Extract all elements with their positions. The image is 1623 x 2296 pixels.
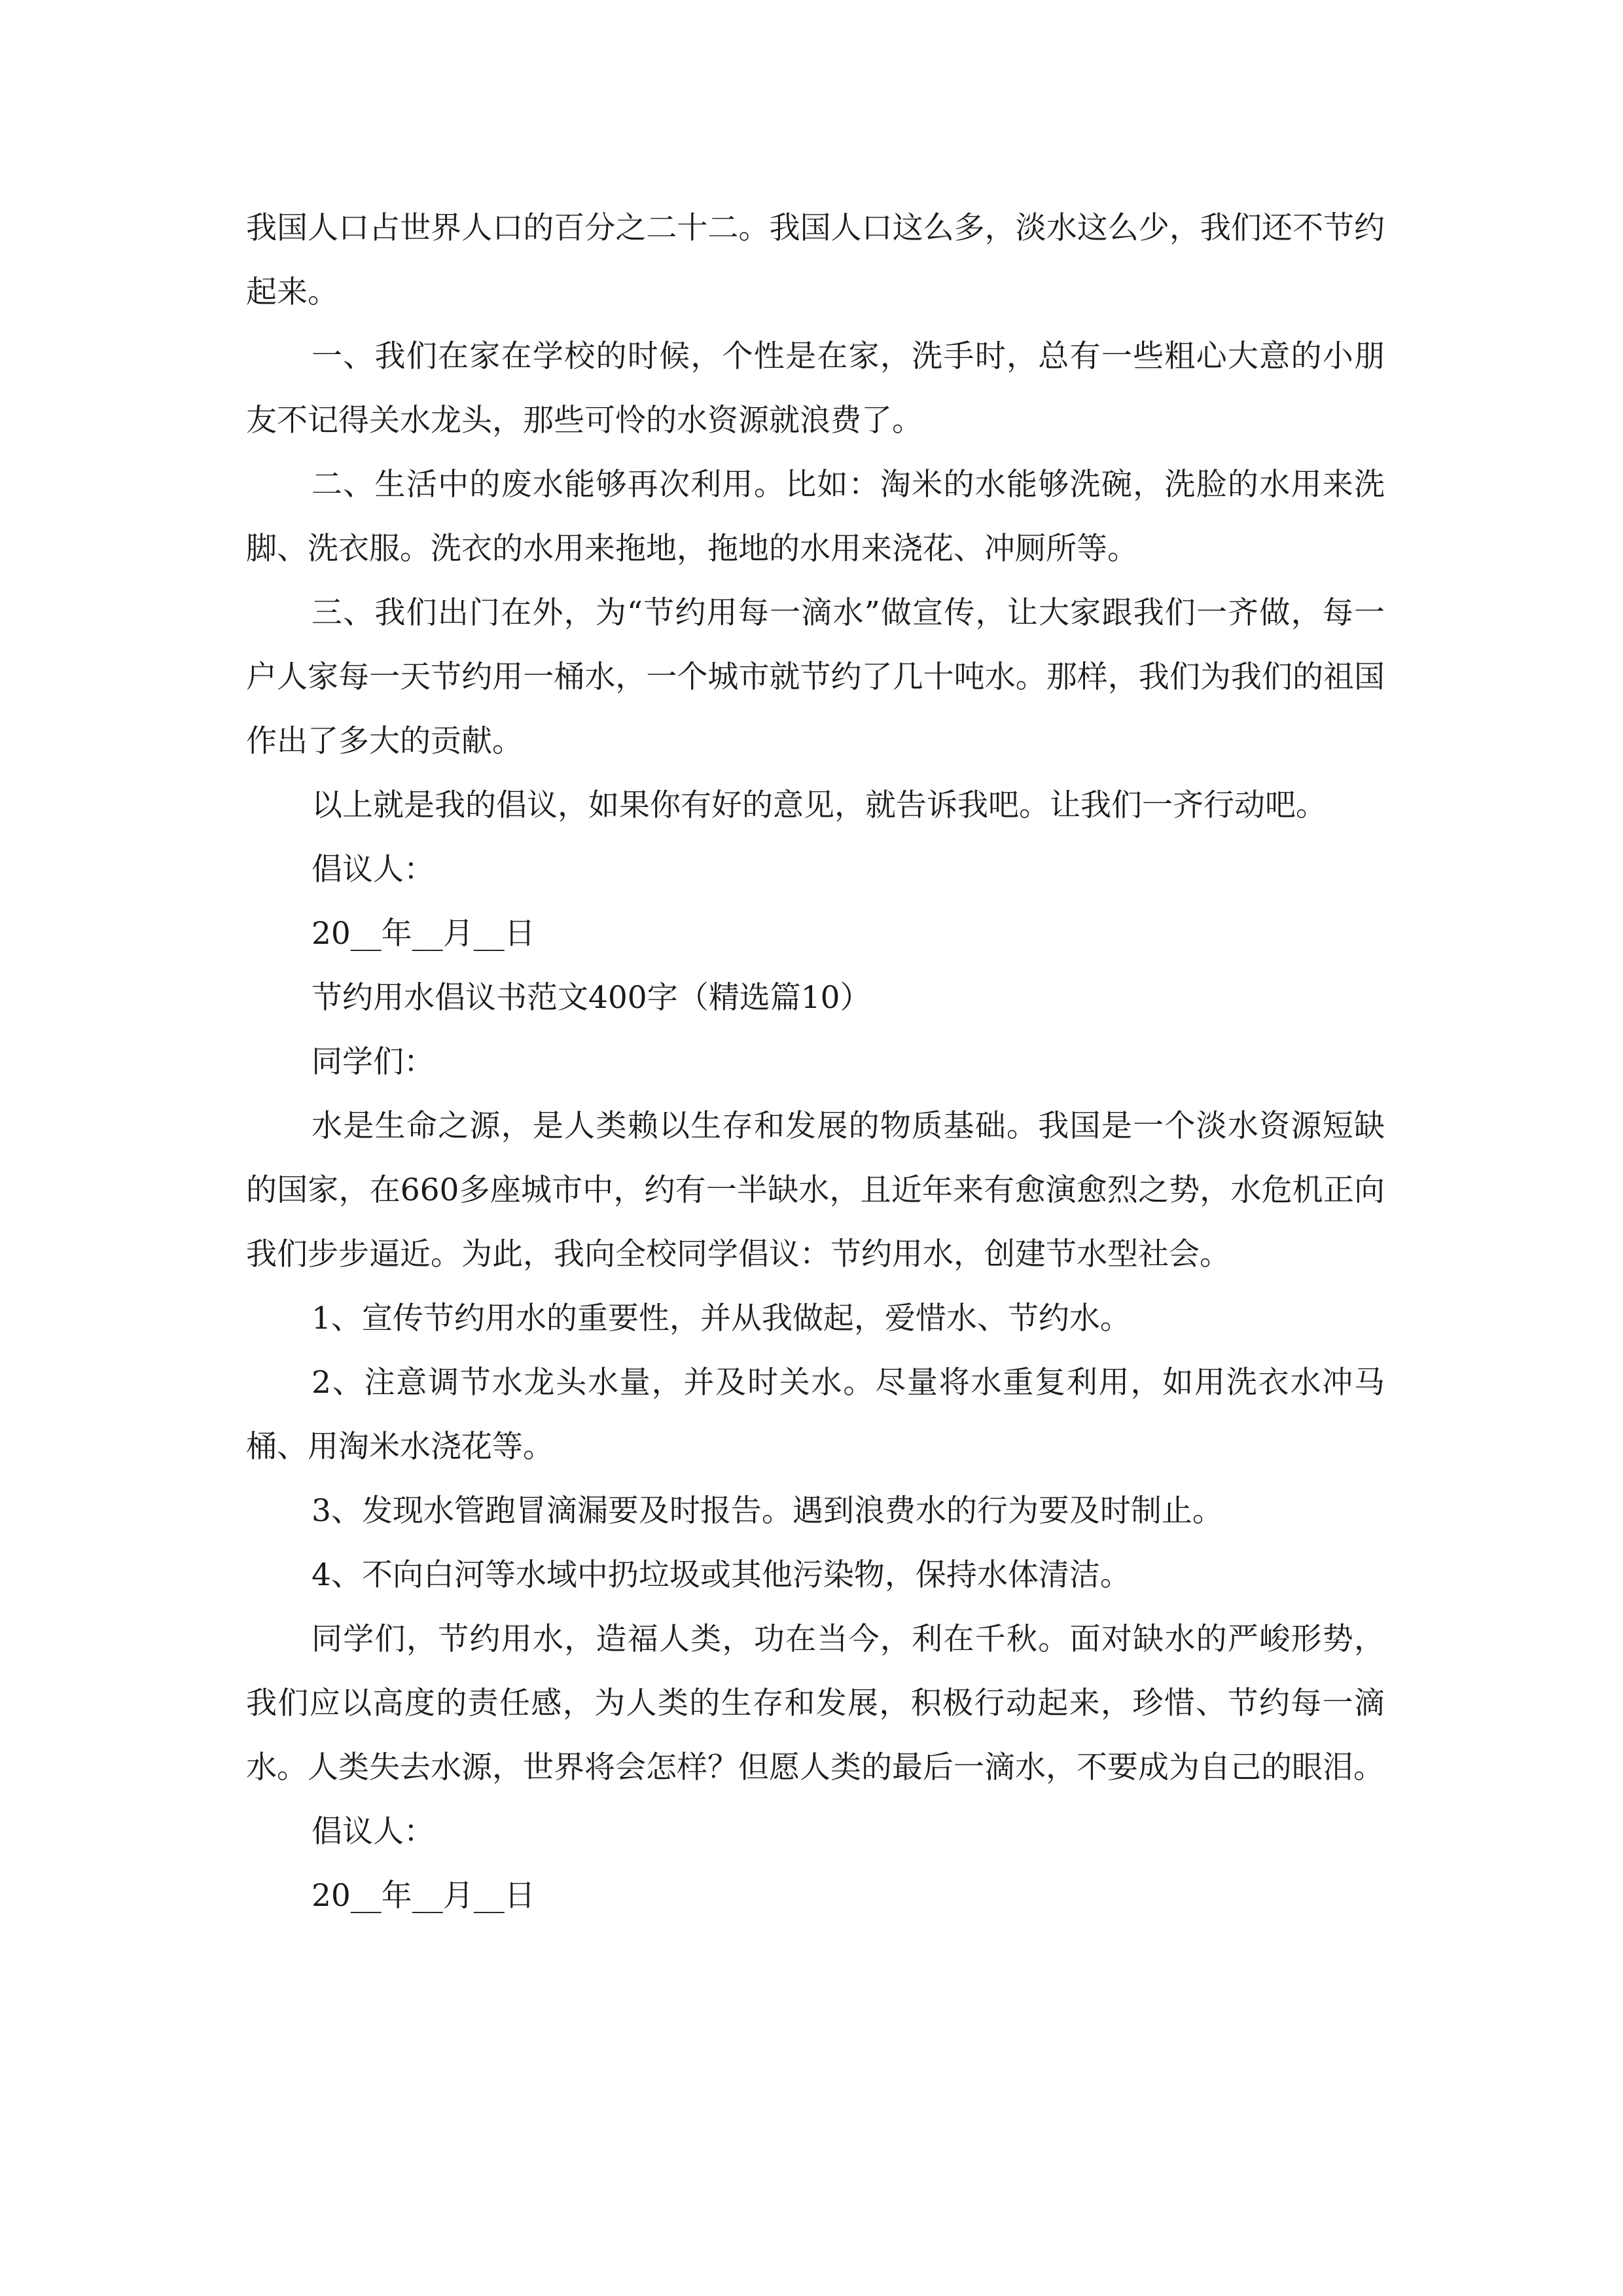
list-item-4: 4、不向白河等水域中扔垃圾或其他污染物，保持水体清洁。 [312,1557,1131,1593]
paragraph-intro: 水是生命之源，是人类赖以生存和发展的物质基础。我国是一个淡水资源短缺的国家，在660多座城市中，约有一半缺水，且近年来有愈演愈烈之势，水危机正向我们步步逼近。为此，我向全校同学倡议：节约用水，创建节水型社会。 [246,1108,1385,1272]
list-item-2: 2、注意调节水龙头水量，并及时关水。尽量将水重复利用，如用洗衣水冲马桶、用淘米水浇花等。 [246,1365,1385,1465]
paragraph-continued-intro: 我国人口占世界人口的百分之二十二。我国人口这么多，淡水这么少，我们还不节约起来。 [246,210,1385,310]
signature-label: 倡议人： [312,852,435,888]
paragraph-conclusion: 同学们，节约用水，造福人类，功在当今，利在千秋。面对缺水的严峻形势，我们应以高度的责任感，为人类的生存和发展，积极行动起来，珍惜、节约每一滴水。人类失去水源，世界将会怎样？但愿人类的最后一滴水，不要成为自己的眼泪。 [246,1621,1385,1785]
list-item-3: 3、发现水管跑冒滴漏要及时报告。遇到浪费水的行为要及时制止。 [312,1493,1223,1529]
paragraph-closing: 以上就是我的倡议，如果你有好的意见，就告诉我吧。让我们一齐行动吧。 [312,787,1327,823]
document-body [246,196,1385,1928]
section-title: 节约用水倡议书范文400字（精选篇10） [312,980,871,1016]
signature-label-2: 倡议人： [312,1814,435,1850]
date-line: 20__年__月__日 [312,916,535,952]
salutation: 同学们： [312,1044,435,1080]
paragraph-point-one: 一、我们在家在学校的时候，个性是在家，洗手时，总有一些粗心大意的小朋友不记得关水龙头，那些可怜的水资源就浪费了。 [246,338,1385,439]
paragraph-point-three: 三、我们出门在外，为“节约用每一滴水”做宣传，让大家跟我们一齐做，每一户人家每一天节约用一桶水，一个城市就节约了几十吨水。那样，我们为我们的祖国作出了多大的贡献。 [246,595,1385,759]
date-line-2: 20__年__月__日 [312,1878,535,1914]
paragraph-point-two: 二、生活中的废水能够再次利用。比如：淘米的水能够洗碗，洗脸的水用来洗脚、洗衣服。洗衣的水用来拖地，拖地的水用来浇花、冲厕所等。 [246,467,1385,567]
list-item-1: 1、宣传节约用水的重要性，并从我做起，爱惜水、节约水。 [312,1300,1131,1336]
